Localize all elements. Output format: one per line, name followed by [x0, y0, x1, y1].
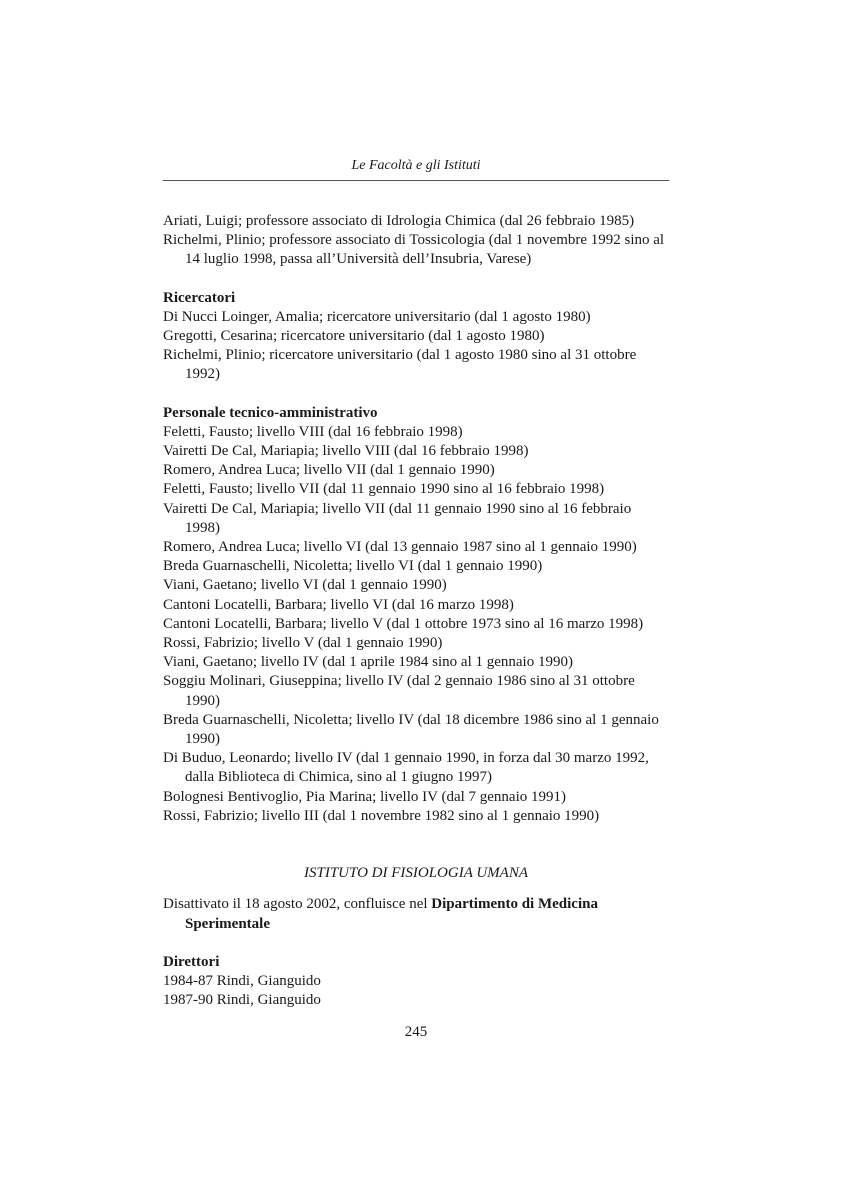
list-item: Breda Guarnaschelli, Nicoletta; livello IV (dal 18 dicembre 1986 sino al 1 gennaio 1990) [163, 711, 659, 748]
page-body [163, 212, 669, 1010]
list-item: Vairetti De Cal, Mariapia; livello VII (dal 11 gennaio 1990 sino al 16 febbraio 1998) [163, 500, 632, 536]
institute-note [163, 895, 669, 933]
running-title: Le Facoltà e gli Istituti [351, 158, 481, 173]
list-item: Feletti, Fausto; livello VII (dal 11 gennaio 1990 sino al 16 febbraio 1998) [163, 481, 605, 498]
list-item: 1987-90 Rindi, Gianguido [163, 992, 321, 1009]
section-heading-direttori: Direttori [163, 953, 220, 970]
list-item: Romero, Andrea Luca; livello VI (dal 13 gennaio 1987 sino al 1 gennaio 1990) [163, 539, 637, 556]
list-item: 1984-87 Rindi, Gianguido [163, 972, 321, 989]
personale-list [163, 423, 669, 826]
direttori-list [163, 972, 669, 1010]
list-item: Di Nucci Loinger, Amalia; ricercatore universitario (dal 1 agosto 1980) [163, 308, 591, 325]
entry-richelmi-associato: Richelmi, Plinio; professore associato di Tossicologia (dal 1 novembre 1992 sino al 14 luglio 1998, passa all’Università dell’Insubria, Varese) [163, 232, 665, 268]
list-item: Breda Guarnaschelli, Nicoletta; livello VI (dal 1 gennaio 1990) [163, 558, 543, 575]
list-item: Di Buduo, Leonardo; livello IV (dal 1 gennaio 1990, in forza dal 30 marzo 1992, dalla Biblioteca di Chimica, sino al 1 giugno 1997) [163, 750, 649, 786]
list-item: Vairetti De Cal, Mariapia; livello VIII (dal 16 febbraio 1998) [163, 443, 529, 460]
list-item: Gregotti, Cesarina; ricercatore universitario (dal 1 agosto 1980) [163, 328, 545, 345]
list-item: Viani, Gaetano; livello VI (dal 1 gennaio 1990) [163, 577, 447, 594]
list-item: Rossi, Fabrizio; livello V (dal 1 gennaio 1990) [163, 635, 443, 652]
page-number: 245 [404, 1024, 428, 1040]
institute-title: ISTITUTO DI FISIOLOGIA UMANA [303, 865, 529, 882]
list-item: Romero, Andrea Luca; livello VII (dal 1 gennaio 1990) [163, 462, 495, 479]
list-item: Viani, Gaetano; livello IV (dal 1 aprile 1984 sino al 1 gennaio 1990) [163, 654, 573, 671]
list-item: Bolognesi Bentivoglio, Pia Marina; livello IV (dal 7 gennaio 1991) [163, 788, 567, 805]
institute-note-text: Disattivato il 18 agosto 2002, confluisce nel [163, 896, 432, 913]
list-item: Cantoni Locatelli, Barbara; livello VI (dal 16 marzo 1998) [163, 596, 514, 613]
ricercatori-list [163, 308, 669, 385]
list-item: Soggiu Molinari, Giuseppina; livello IV (dal 2 gennaio 1986 sino al 31 ottobre 1990) [163, 673, 635, 709]
list-item: Richelmi, Plinio; ricercatore universitario (dal 1 agosto 1980 sino al 31 ottobre 1992) [163, 347, 637, 383]
institute-note-department: Dipartimento di Medicina Sperimentale [185, 896, 598, 932]
header-rule [163, 180, 669, 181]
list-item: Cantoni Locatelli, Barbara; livello V (dal 1 ottobre 1973 sino al 16 marzo 1998) [163, 615, 644, 632]
section-heading-personale: Personale tecnico-amministrativo [163, 404, 378, 421]
list-item: Rossi, Fabrizio; livello III (dal 1 novembre 1982 sino al 1 gennaio 1990) [163, 807, 600, 824]
section-heading-ricercatori: Ricercatori [163, 289, 236, 306]
list-item: Feletti, Fausto; livello VIII (dal 16 febbraio 1998) [163, 423, 463, 440]
entry-ariati: Ariati, Luigi; professore associato di Idrologia Chimica (dal 26 febbraio 1985) [163, 213, 635, 229]
